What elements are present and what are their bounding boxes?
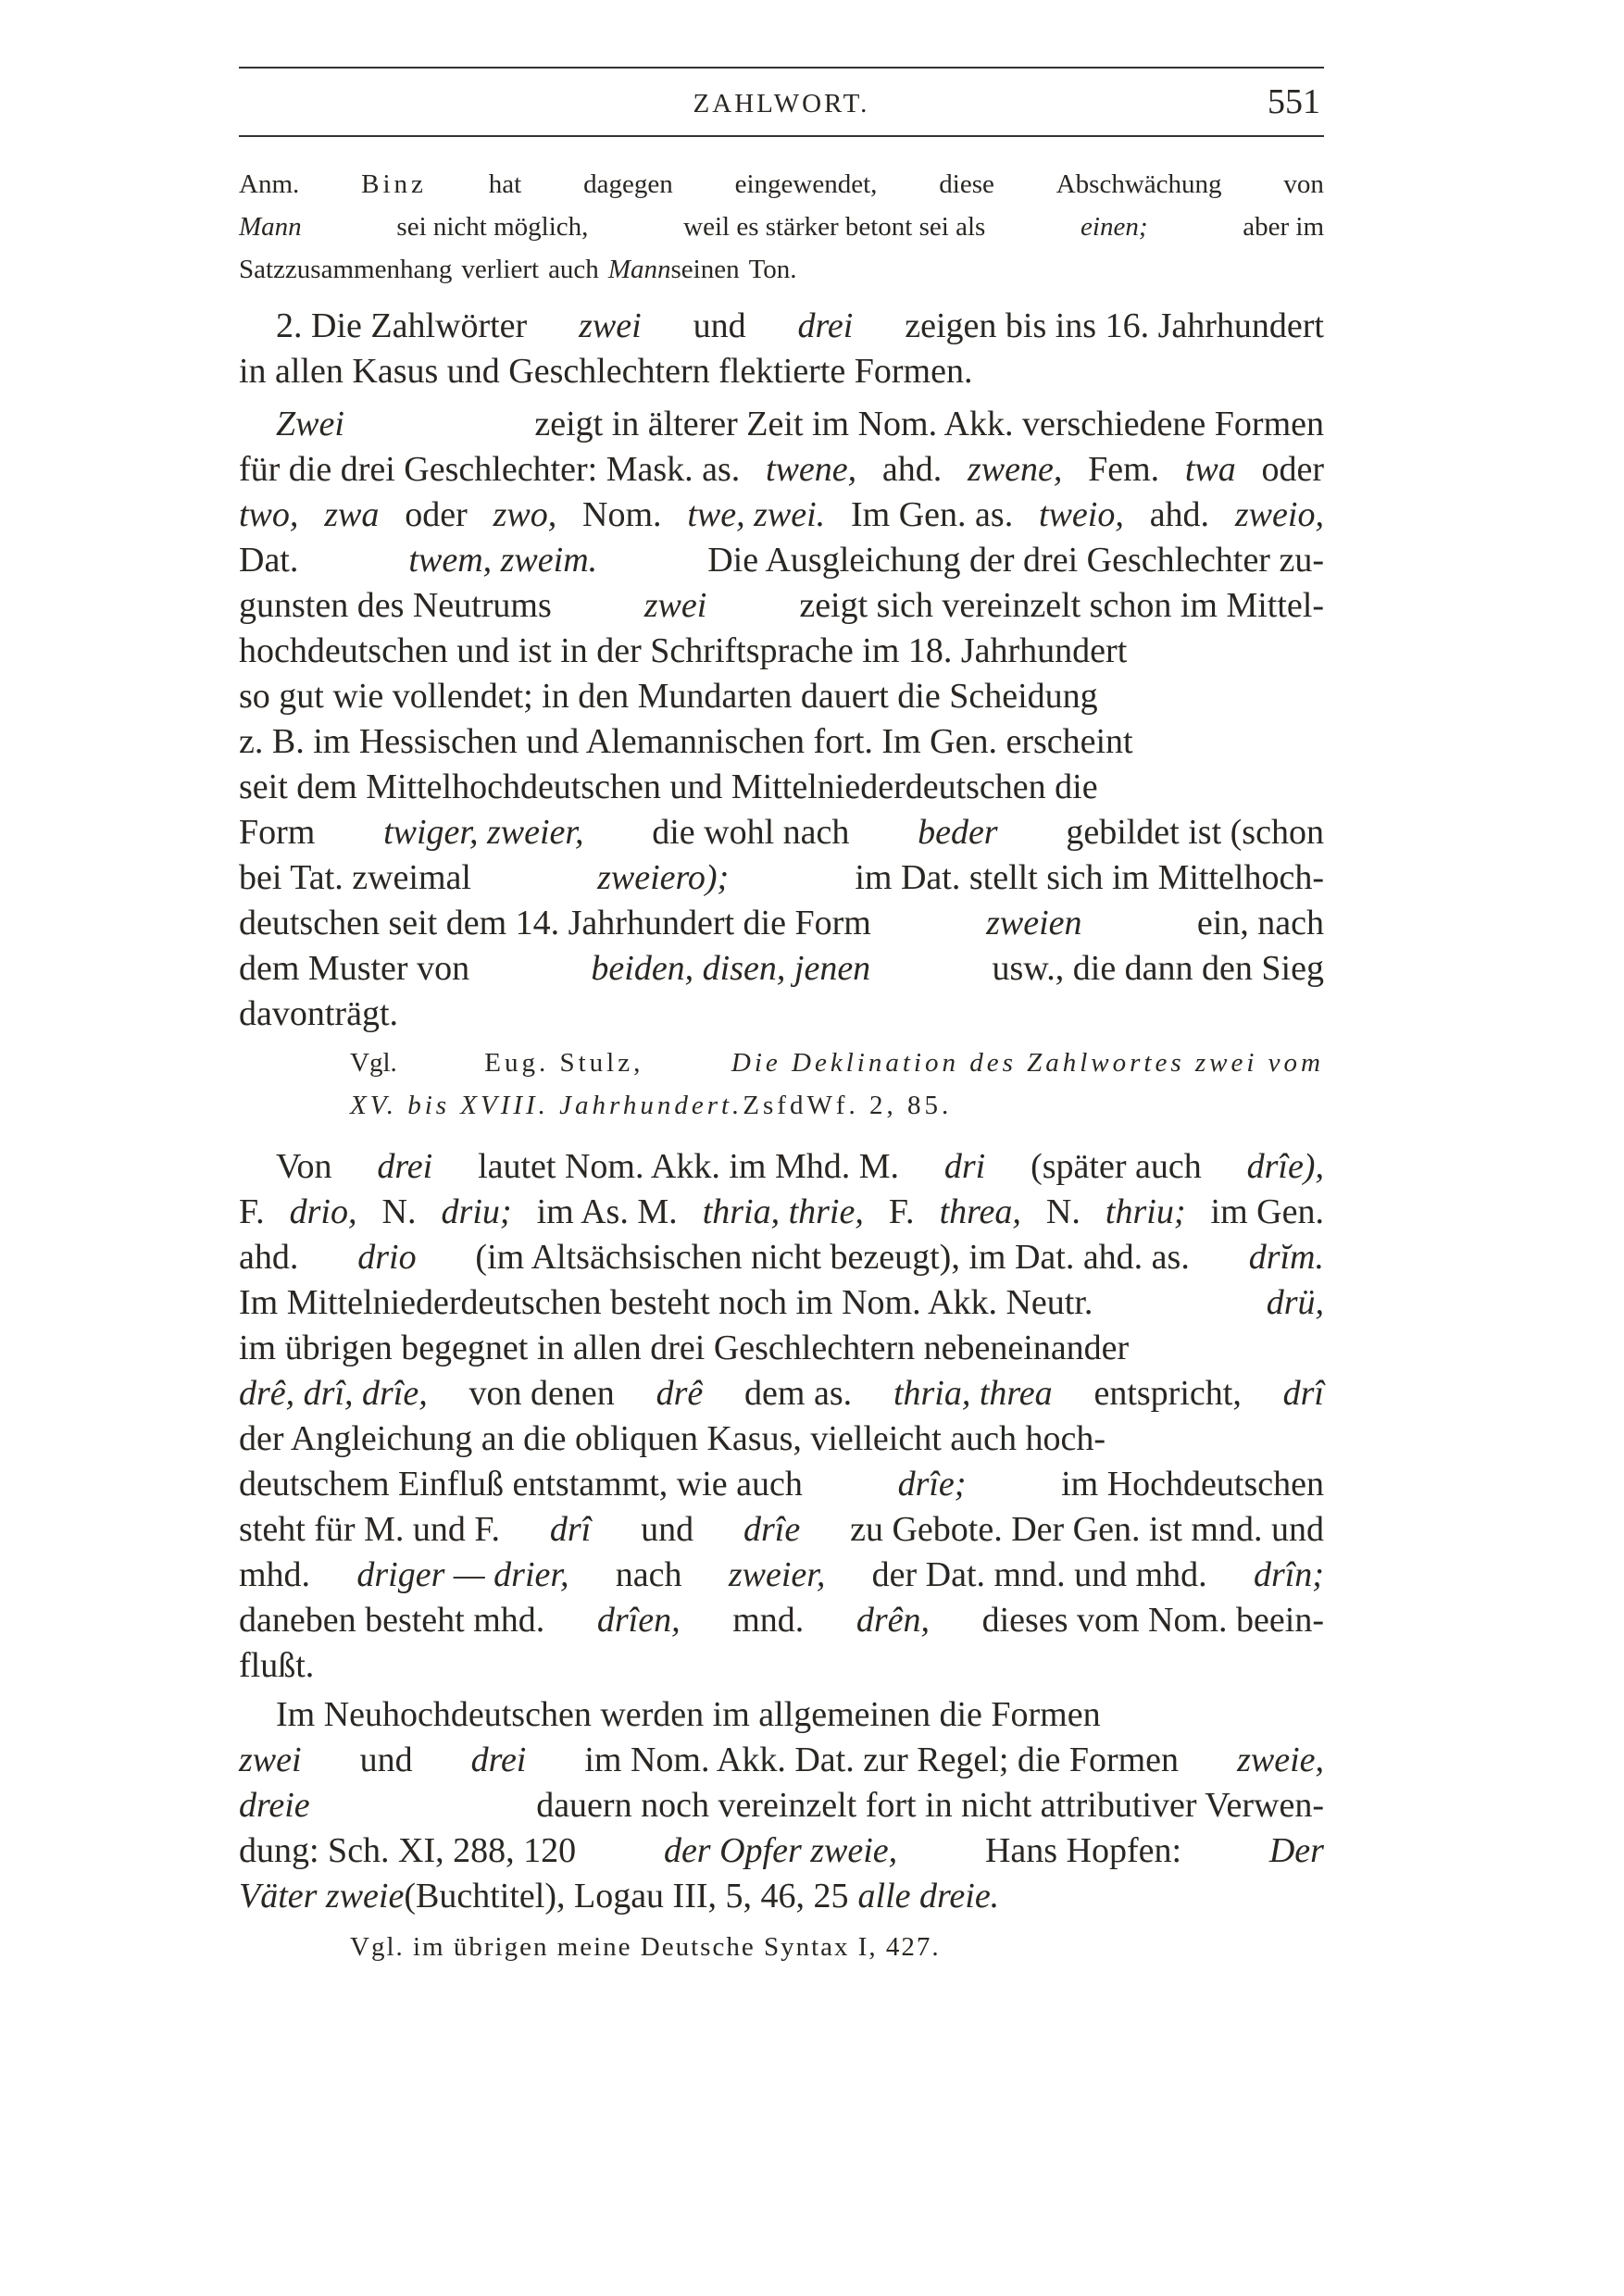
text-line: der Angleichung an die obliquen Kasus, vielleicht auch hoch- <box>239 1419 1106 1458</box>
text-line: in allen Kasus und Geschlechtern flektierte Formen. <box>239 352 973 391</box>
text-line: daneben besteht mhd. drîen, mnd. drên, dieses vom Nom. beein- <box>239 1601 1324 1640</box>
text-line: deutschem Einfluß entstammt, wie auch drîe; im Hochdeutschen <box>239 1465 1324 1504</box>
text-line: davonträgt. <box>239 994 399 1033</box>
note-anm <box>239 163 1324 291</box>
text-line: Zwei zeigt in älterer Zeit im Nom. Akk. verschiedene Formen <box>276 405 1324 443</box>
page-number: 551 <box>1268 82 1320 121</box>
text-line: F. drio, N. driu; im As. M. thria, thrie, F. threa, N. thriu; im Gen. <box>239 1192 1324 1231</box>
text-line: gunsten des Neutrums zwei zeigt sich vereinzelt schon im Mittel- <box>239 586 1324 625</box>
text-line: mhd. driger — drier, nach zweier, der Dat. mnd. und mhd. drîn; <box>239 1555 1324 1594</box>
text-line: steht für M. und F. drî und drîe zu Gebote. Der Gen. ist mnd. und <box>239 1510 1324 1549</box>
text-line: ahd. drio (im Altsächsischen nicht bezeugt), im Dat. ahd. as. drĭm. <box>239 1238 1324 1277</box>
text-line: zwei und drei im Nom. Akk. Dat. zur Regel; die Formen zweie, <box>239 1741 1324 1779</box>
text-line: XV. bis XVIII. Jahrhundert. ZsfdWf. 2, 85. <box>350 1091 953 1120</box>
text-line: Satzzusammenhang verliert auch Mann seinen Ton. <box>239 255 797 284</box>
text-line: so gut wie vollendet; in den Mundarten dauert die Scheidung <box>239 677 1098 716</box>
text-line: seit dem Mittelhochdeutschen und Mittelniederdeutschen die <box>239 767 1098 806</box>
text-line: two, zwa oder zwo, Nom. twe, zwei. Im Gen. as. tweio, ahd. zweio, <box>239 495 1324 534</box>
text-line: Väter zweie (Buchtitel), Logau III, 5, 46, 25 alle dreie. <box>239 1877 1000 1915</box>
header-rule-top <box>239 67 1324 69</box>
text-line: für die drei Geschlechter: Mask. as. twene, ahd. zwene, Fem. twa oder <box>239 450 1324 489</box>
text-line: Von drei lautet Nom. Akk. im Mhd. M. dri (später auch drîe), <box>276 1147 1324 1186</box>
reference-stulz <box>350 1042 1324 1127</box>
running-title: ZAHLWORT. <box>693 89 870 119</box>
paragraph-2 <box>239 402 1324 1037</box>
text-line: Form twiger, zweier, die wohl nach beder gebildet ist (schon <box>239 813 1324 852</box>
text-line: bei Tat. zweimal zweiero); im Dat. stellt sich im Mittelhoch- <box>239 858 1324 897</box>
text-line: Dat. twem, zweim. Die Ausgleichung der drei Geschlechter zu- <box>239 541 1324 580</box>
text-line: dung: Sch. XI, 288, 120 der Opfer zweie, Hans Hopfen: Der <box>239 1831 1324 1870</box>
text-line: Im Mittelniederdeutschen besteht noch im Nom. Akk. Neutr. drü, <box>239 1283 1324 1322</box>
text-line: Vgl. im übrigen meine Deutsche Syntax I, 427. <box>350 1932 941 1962</box>
paragraph-1 <box>239 304 1324 394</box>
reference-syntax <box>350 1926 1324 1968</box>
text-line: drê, drî, drîe, von denen drê dem as. thria, threa entspricht, drî <box>239 1374 1324 1413</box>
text-line: 2. Die Zahlwörter zwei und drei zeigen bis ins 16. Jahrhundert <box>276 306 1324 345</box>
text-line: Anm. Binz hat dagegen eingewendet, diese Abschwächung von <box>239 169 1324 199</box>
text-line: Vgl. Eug. Stulz, Die Deklination des Zahlwortes zwei vom <box>350 1048 1324 1078</box>
text-line: Im Neuhochdeutschen werden im allgemeinen die Formen <box>276 1695 1101 1734</box>
text-line: Mann sei nicht möglich, weil es stärker betont sei als einen; aber im <box>239 212 1324 242</box>
text-line: z. B. im Hessischen und Alemannischen fort. Im Gen. erscheint <box>239 722 1133 761</box>
text-line: im übrigen begegnet in allen drei Geschlechtern nebeneinander <box>239 1329 1130 1367</box>
text-line: hochdeutschen und ist in der Schriftsprache im 18. Jahrhundert <box>239 631 1128 670</box>
text-line: flußt. <box>239 1646 315 1685</box>
text-line: dreie dauern noch vereinzelt fort in nicht attributiver Verwen- <box>239 1786 1324 1825</box>
text-line: deutschen seit dem 14. Jahrhundert die Form zweien ein, nach <box>239 904 1324 942</box>
running-head <box>239 80 1324 126</box>
paragraph-3 <box>239 1144 1324 1689</box>
text-line: dem Muster von beiden, disen, jenen usw., die dann den Sieg <box>239 949 1324 988</box>
paragraph-4 <box>239 1692 1324 1919</box>
header-rule-bottom <box>239 135 1324 137</box>
